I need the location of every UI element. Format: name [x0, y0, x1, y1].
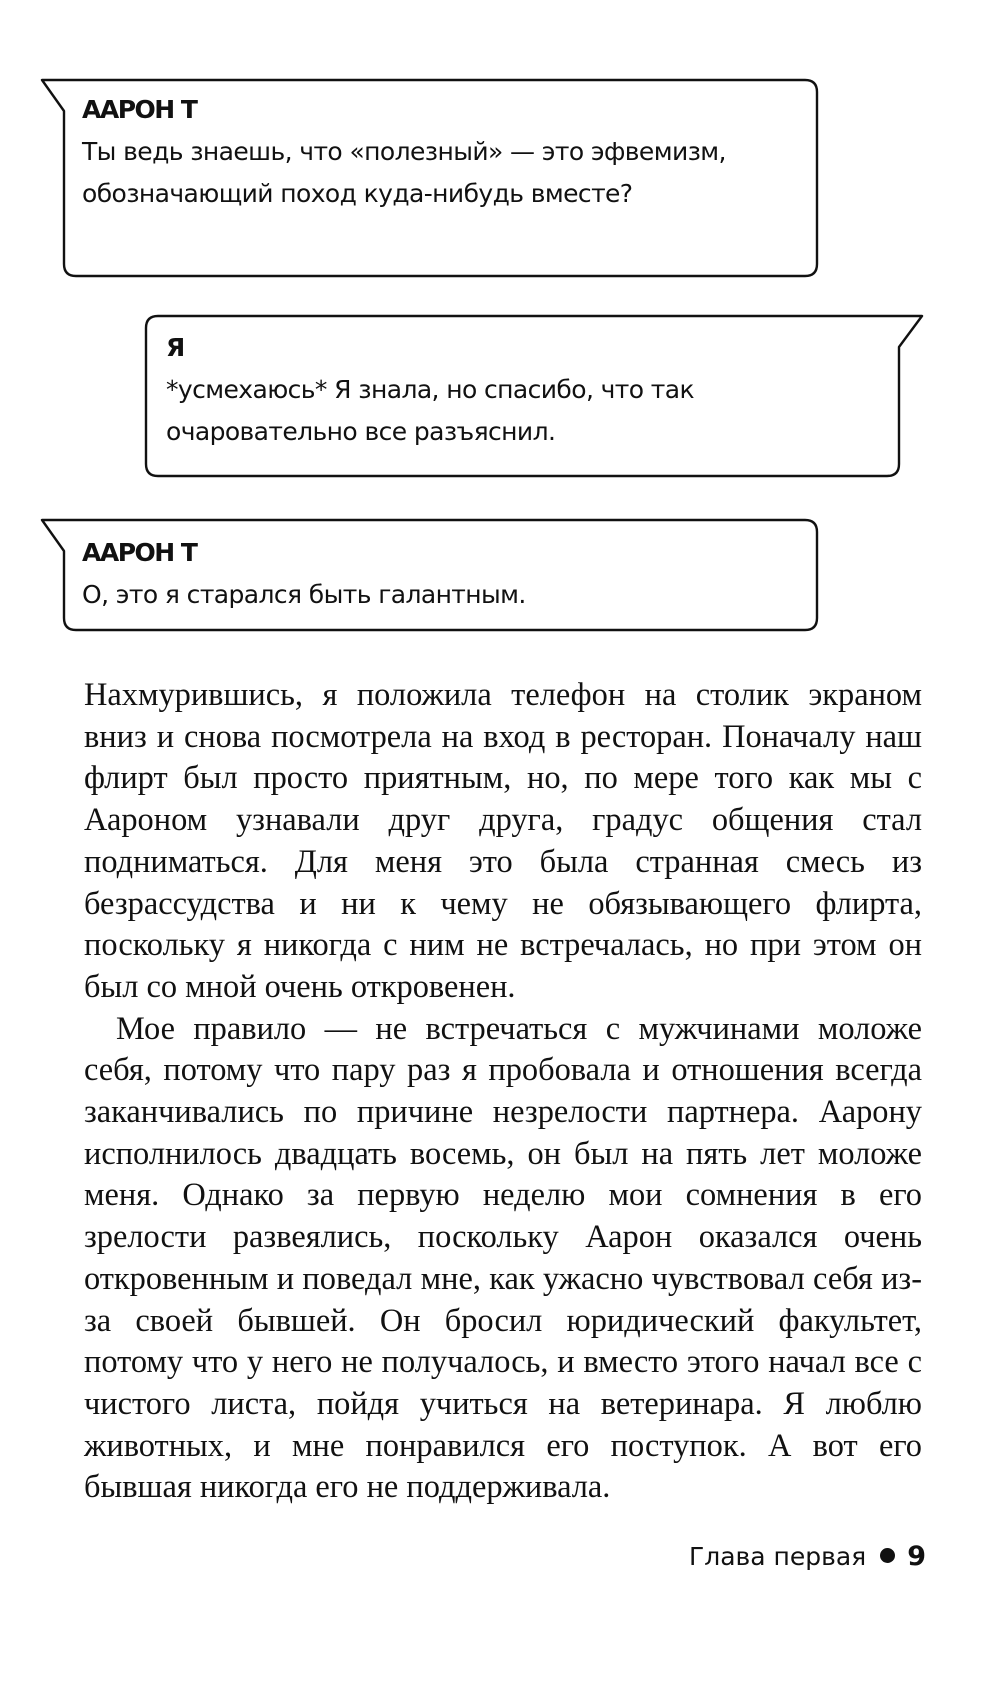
- chat-message-incoming: [82, 532, 782, 616]
- page-footer: [689, 1541, 926, 1572]
- message-text: *усмехаюсь* Я знала, но спасибо, что так очаровательно все разъяснил.: [166, 375, 694, 446]
- chapter-title: Глава первая: [688, 1542, 867, 1571]
- paragraph: Нахмурившись, я положила телефон на столик экраном вниз и снова посмотрела на вход в ресторан. Поначалу наш флирт был просто приятным, но, по мере того как мы с Аароном узнавали друг друга, градус общения стал подниматься. Для меня это была странная смесь из безрассудства и ни к чему не обязывающего флирта, поскольку я никогда с ним не встречалась, но при этом он был со мной очень откровенен.: [84, 677, 922, 1005]
- message-text: Ты ведь знаешь, что «полезный» — это эфвемизм, обозначающий поход куда-нибудь вместе?: [82, 137, 726, 208]
- message-sender: ААРОН Т: [82, 95, 197, 124]
- message-text: О, это я старался быть галантным.: [82, 580, 526, 609]
- chat-message-outgoing: [166, 327, 866, 453]
- body-text: [84, 675, 922, 1509]
- bullet-icon: [880, 1548, 895, 1563]
- message-sender: ААРОН Т: [82, 538, 197, 567]
- page-number: 9: [907, 1541, 926, 1572]
- chat-message-incoming: [82, 89, 782, 215]
- paragraph: Мое правило — не встречаться с мужчинами моложе себя, потому что пару раз я пробовала и отношения всегда заканчивались по причине незрелости партнера. Аарону исполнилось двадцать восемь, он был на пять лет моложе меня. Однако за первую неделю мои сомнения в его зрелости развеялись, поскольку Аарон оказался очень откровенным и поведал мне, как ужасно чувствовал себя из-за своей бывшей. Он бросил юридический факультет, потому что у него не получалось, и вместо этого начал все с чистого листа, пойдя учиться на ветеринара. Я люблю животных, и мне понравился его поступок. А вот его бывшая никогда его не поддерживала.: [84, 1010, 922, 1506]
- message-sender: Я: [166, 333, 184, 362]
